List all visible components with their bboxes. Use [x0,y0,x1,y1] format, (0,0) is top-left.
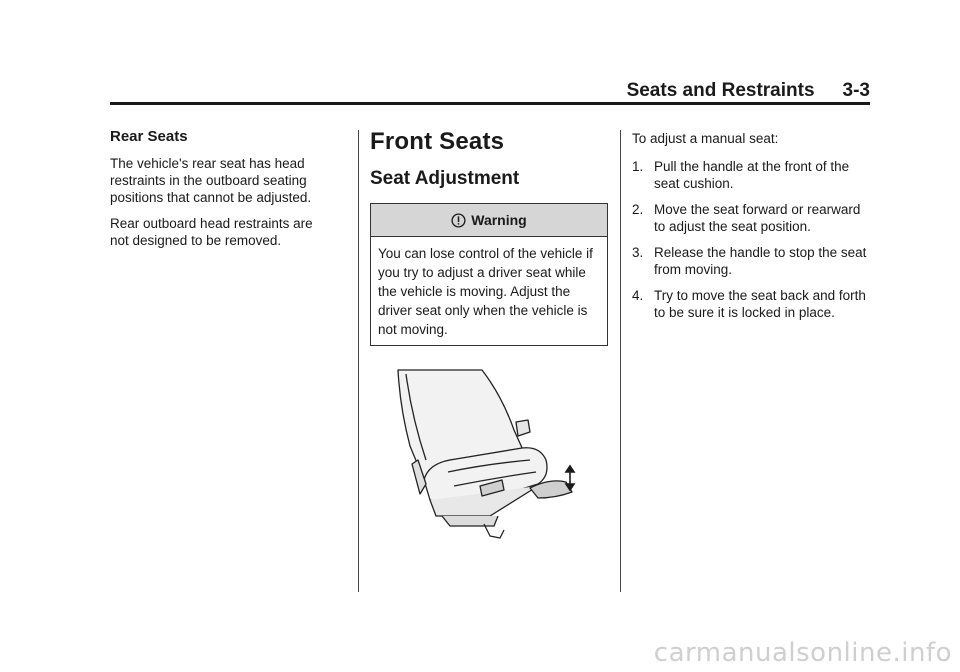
column-divider [358,130,359,592]
page-header [110,80,870,102]
instructions-intro: To adjust a manual seat: [632,131,779,146]
warning-icon [451,213,466,228]
adjustment-steps [632,158,872,321]
list-item: 4. Try to move the seat back and forth to be sure it is locked in place. [632,288,866,320]
header-rule [110,102,870,105]
front-seats-title: Front Seats [370,128,505,155]
list-item: 2. Move the seat forward or rearward to adjust the seat position. [632,202,861,234]
page-number: 3-3 [842,80,870,101]
column-divider [620,130,621,592]
warning-header [371,204,607,237]
column-right [632,120,872,330]
manual-seat-illustration [390,368,590,546]
watermark: carmanualsonline.info [653,638,952,668]
rear-seats-heading: Rear Seats [110,128,188,145]
warning-label: Warning [471,212,527,228]
section-title: Seats and Restraints [626,80,815,101]
paragraph: The vehicle's rear seat has head restraints in the outboard seating positions that cannot be adjusted. [110,156,312,205]
column-middle [370,120,610,346]
list-item: 1. Pull the handle at the front of the seat cushion. [632,159,850,191]
list-item: 3. Release the handle to stop the seat from moving. [632,245,867,277]
seat-adjustment-heading: Seat Adjustment [370,168,520,189]
warning-box [370,203,608,346]
warning-text: You can lose control of the vehicle if you try to adjust a driver seat while the vehicle is moving. Adjust the driver seat only when the vehicle is not moving. [378,246,593,337]
paragraph: Rear outboard head restraints are not designed to be removed. [110,216,313,248]
column-left [110,120,335,258]
